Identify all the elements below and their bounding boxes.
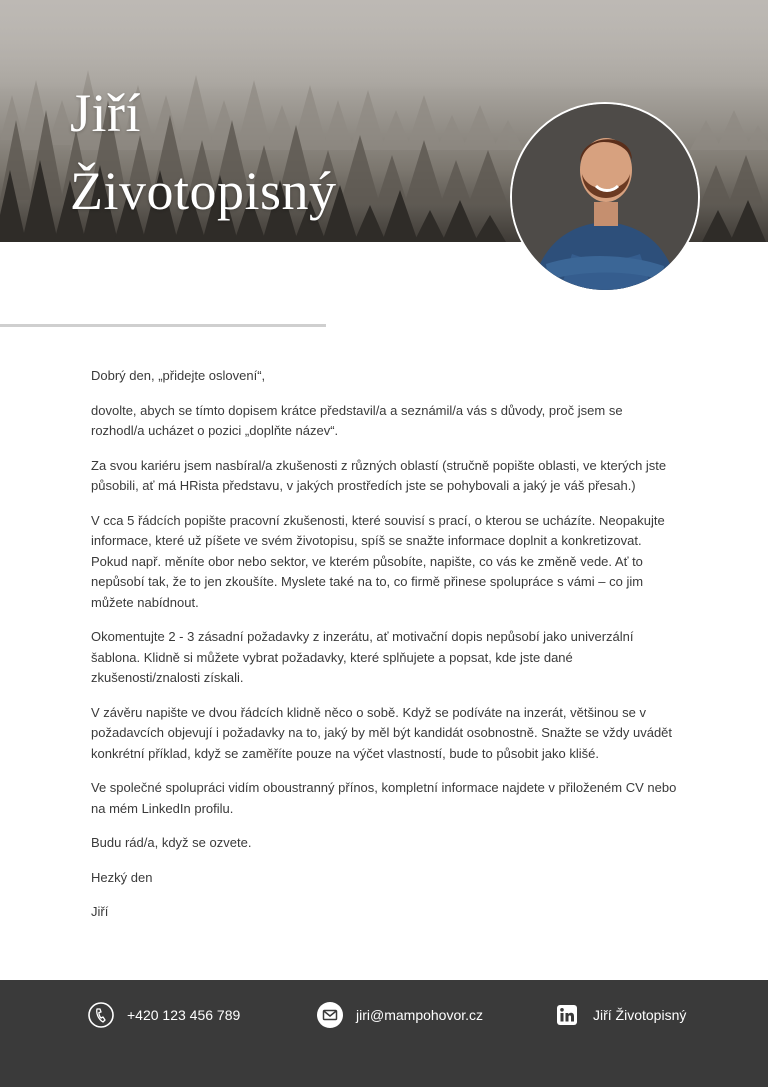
phone-icon (87, 1001, 115, 1029)
contact-footer (0, 980, 768, 1087)
email-address: jiri@mampohovor.cz (356, 1007, 484, 1023)
letter-paragraph: Ve společné spolupráci vidím oboustranný přínos, kompletní informace najdete v přiloženém CV nebo na mém LinkedIn profilu. (91, 780, 677, 816)
letter-paragraph: Okomentujte 2 - 3 zásadní požadavky z inzerátu, ať motivační dopis nepůsobí jako univerzální šablona. Klidně si můžete vybrat požadavky, které splňujete a popsat, kde jste dané zkušenosti/znalosti získali. (91, 629, 634, 685)
phone-number: +420 123 456 789 (127, 1007, 241, 1023)
letter-paragraph: V cca 5 řádcích popište pracovní zkušenosti, které souvisí s prací, o kterou se ucházíte. Neopakujte informace, které už píšete ve svém životopisu, spíš se snažte informace doplnit a konkretizovat. Pokud např. měníte obor nebo sektor, ve kterém působíte, napište, co vás ke změně vede. Ať to nepůsobí tak, že to jen zkoušíte. Myslete také na to, co firmě přinese spolupráce s vámi – co jim můžete nabídnout. (91, 512, 665, 610)
letter-paragraph: V závěru napište ve dvou řádcích klidně něco o sobě. Když se podíváte na inzerát, většinou se v požadavcích objevují i požadavky na to, jaký by měl být kandidát osobnostně. Snažte se vždy uvádět konkrétní příklad, když se zaměříte pouze na výčet vlastností, bude to působit jako klišé. (91, 704, 673, 761)
linkedin-icon (553, 1001, 581, 1029)
contact-linkedin[interactable] (553, 1000, 686, 1030)
letter-signature: Jiří (91, 904, 109, 919)
email-icon (316, 1001, 344, 1029)
avatar (512, 104, 698, 290)
first-name: Jiří (70, 83, 142, 143)
cover-letter-body (91, 366, 677, 937)
letter-closing: Budu rád/a, když se ozvete. (91, 835, 252, 850)
profile-photo (510, 102, 700, 292)
letter-paragraph: dovolte, abych se tímto dopisem krátce představil/a a seznámil/a vás s důvody, proč jsem se rozhodl/a ucházet o pozici „doplňte název“. (91, 402, 623, 438)
letter-sign-off: Hezký den (91, 869, 153, 885)
last-name: Životopisný (70, 161, 337, 221)
linkedin-profile-name: Jiří Životopisný (593, 1007, 687, 1023)
letter-paragraph: Za svou kariéru jsem nasbíral/a zkušenosti z různých oblastí (stručně popište oblasti, ve kterých jste působili, ať má HRista představu, v jakých prostředích jste se pohybovali a jaký je váš přesah.) (91, 457, 667, 493)
section-divider (0, 324, 326, 327)
letter-greeting: Dobrý den, „přidejte oslovení“, (91, 368, 266, 383)
contact-email[interactable] (316, 1000, 483, 1030)
contact-phone[interactable] (87, 1000, 240, 1030)
